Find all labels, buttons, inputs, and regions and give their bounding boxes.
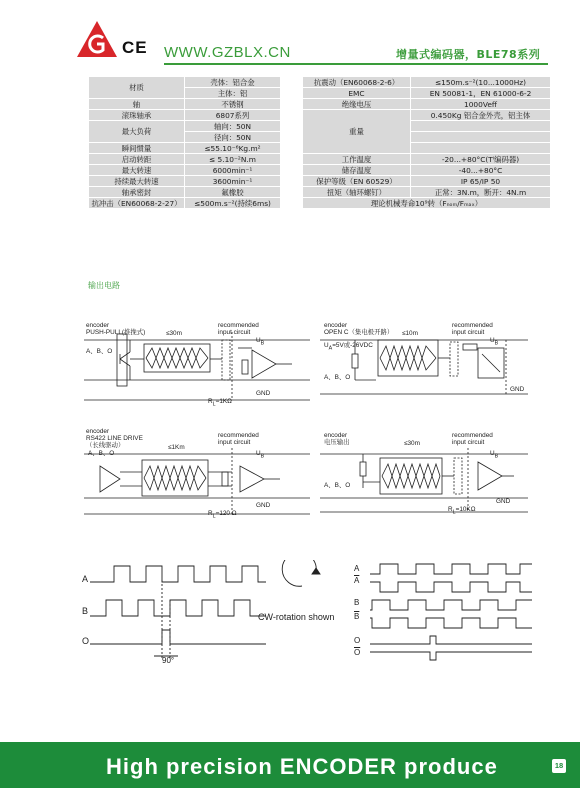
gnd-label: GND xyxy=(496,498,511,505)
spec-value: 主体：铝 xyxy=(185,88,281,99)
rl-label: $R_L=1K\Omega$ xyxy=(208,398,232,408)
footer-slogan: High precision ENCODER produce xyxy=(106,754,498,779)
spec-value: ≤55.10⁻⁶Kg.m² xyxy=(185,143,281,154)
wave-label-b: B xyxy=(82,606,89,616)
cable-length: ≤10m xyxy=(402,330,418,337)
cable-length: ≤30m xyxy=(404,440,420,447)
spec-value: 径向：50N xyxy=(185,132,281,143)
cable-length: ≤30m xyxy=(166,330,182,337)
spec-key: 重量 xyxy=(303,110,411,154)
spec-key: 扭矩（轴环螺钉） xyxy=(303,187,411,198)
rl-label: $R_L=10K\Omega$ xyxy=(448,506,476,516)
wave-label-b-bar: $\overline{B}$ xyxy=(354,612,360,621)
spec-key: 启动转距 xyxy=(89,154,185,165)
spec-value-empty xyxy=(411,132,551,143)
circuit-title: encoder xyxy=(324,322,348,329)
header-divider xyxy=(164,63,548,65)
circuit-line-drive xyxy=(82,428,312,544)
website-url[interactable]: WWW.GZBLX.CN xyxy=(164,44,291,61)
spec-lifetime: 理论机械寿命10⁹转（Fₙₒₘ/Fₘₐₓ） xyxy=(303,198,551,209)
recommended-label: recommended xyxy=(218,322,259,329)
company-logo xyxy=(76,20,118,58)
circuit-type-cn: （长线驱动） xyxy=(86,442,125,449)
spec-key: EMC xyxy=(303,88,411,99)
spec-value: ≤500m.s⁻²(持续6ms) xyxy=(185,198,281,209)
wave-label-b-right: B xyxy=(354,598,360,607)
circuit-type: OPEN C（集电极开路） xyxy=(324,329,394,336)
spec-key: 绝缘电压 xyxy=(303,99,411,110)
output-waveforms xyxy=(80,560,570,670)
phase-label: 90° xyxy=(162,656,175,665)
spec-value: 1000Veff xyxy=(411,99,551,110)
ub-label: $U_B$ xyxy=(490,450,499,460)
spec-value: -40...+80°C xyxy=(411,165,551,176)
circuit-type: PUSH-PULL(推挽式) xyxy=(86,329,146,336)
page-title: 增量式编码器，BLE78系列 xyxy=(396,48,541,61)
spec-value: 氟橡胶 xyxy=(185,187,281,198)
spec-value: IP 65/IP 50 xyxy=(411,176,551,187)
circuit-open-collector xyxy=(318,320,548,436)
channel-label: A、B、O xyxy=(88,450,115,457)
spec-value: 正常：3N.m，断开：4N.m xyxy=(411,187,551,198)
circuit-push-pull xyxy=(82,320,312,436)
spec-key: 储存温度 xyxy=(303,165,411,176)
ua-label: $U_A=5V$或-26VDC xyxy=(324,342,373,352)
circuit-title: encoder xyxy=(324,432,348,439)
wave-label-a-bar: $\overline{A}$ xyxy=(354,576,360,585)
spec-value: 轴向：50N xyxy=(185,121,281,132)
page-header xyxy=(0,0,580,70)
cable-length: ≤1Km xyxy=(168,444,185,451)
circuit-title: encoder xyxy=(86,322,110,329)
ce-mark: CE xyxy=(122,38,148,57)
page-number: 18 xyxy=(552,759,566,773)
wave-label-a: A xyxy=(82,574,89,584)
spec-value: -20...+80°C(Tⁱ编码器) xyxy=(411,154,551,165)
spec-key: 抗冲击（EN60068-2-27） xyxy=(89,198,185,209)
spec-value: 不锈钢 xyxy=(185,99,281,110)
gnd-label: GND xyxy=(256,390,271,397)
circuit-voltage-output xyxy=(318,428,548,544)
circuit-type: 电压输出 xyxy=(324,439,350,446)
circuit-type: RS422 LINE DRIVE xyxy=(86,435,143,442)
gnd-label: GND xyxy=(510,386,525,393)
rl-label: $R_L=120$ Ω xyxy=(208,510,237,520)
section-title-output-circuit: 输出电路 xyxy=(88,281,120,290)
spec-key: 工作温度 xyxy=(303,154,411,165)
ub-label: $U_B$ xyxy=(256,450,265,460)
spec-key: 瞬间惯量 xyxy=(89,143,185,154)
spec-table-left xyxy=(88,76,281,209)
spec-value: 3600min⁻¹ xyxy=(185,176,281,187)
input-circuit-label: input circuit xyxy=(218,329,251,336)
circuit-schematic-icon xyxy=(318,428,548,544)
recommended-label: recommended xyxy=(452,322,493,329)
spec-value-empty xyxy=(411,143,551,154)
circuit-title: encoder xyxy=(86,428,110,435)
ub-label: $U_B$ xyxy=(256,337,265,347)
spec-key: 轴承密封 xyxy=(89,187,185,198)
wave-label-o: O xyxy=(82,636,90,646)
spec-key: 滚珠轴承 xyxy=(89,110,185,121)
spec-value: ≤ 5.10⁻²N.m xyxy=(185,154,281,165)
channel-label: A、B、O xyxy=(86,348,113,355)
spec-key: 持续最大转速 xyxy=(89,176,185,187)
spec-key: 材质 xyxy=(89,77,185,99)
circuit-schematic-icon xyxy=(82,320,312,436)
spec-key: 最大负荷 xyxy=(89,121,185,143)
ub-label: $U_B$ xyxy=(490,337,499,347)
input-circuit-label: input circuit xyxy=(452,329,485,336)
wave-label-a-right: A xyxy=(354,564,360,573)
spec-value: ≤150m.s⁻²(10...1000Hz) xyxy=(411,77,551,88)
channel-label: A、B、O xyxy=(324,482,351,489)
wave-label-o-right: O xyxy=(354,636,361,645)
spec-key: 抗震动（EN60068-2-6） xyxy=(303,77,411,88)
spec-value: 6807系列 xyxy=(185,110,281,121)
spec-value: 壳体：铝合金 xyxy=(185,77,281,88)
spec-key: 轴 xyxy=(89,99,185,110)
gnd-label: GND xyxy=(256,502,271,509)
spec-value: 6000min⁻¹ xyxy=(185,165,281,176)
spec-table-right xyxy=(302,76,551,209)
recommended-label: recommended xyxy=(218,432,259,439)
circuit-schematic-icon xyxy=(318,320,548,436)
input-circuit-label: input circuit xyxy=(218,439,251,446)
recommended-label: recommended xyxy=(452,432,493,439)
spec-value-empty xyxy=(411,121,551,132)
input-circuit-label: input circuit xyxy=(452,439,485,446)
rotation-label: CW-rotation shown xyxy=(258,612,335,622)
wave-label-o-bar: $\overline{O}$ xyxy=(354,648,361,657)
spec-key: 最大转速 xyxy=(89,165,185,176)
spec-value: EN 50081-1，EN 61000-6-2 xyxy=(411,88,551,99)
channel-label: A、B、O xyxy=(324,374,351,381)
spec-key: 保护等级（EN 60529） xyxy=(303,176,411,187)
spec-value: 0.450Kg 铝合金外壳，铝主体 xyxy=(411,110,551,121)
